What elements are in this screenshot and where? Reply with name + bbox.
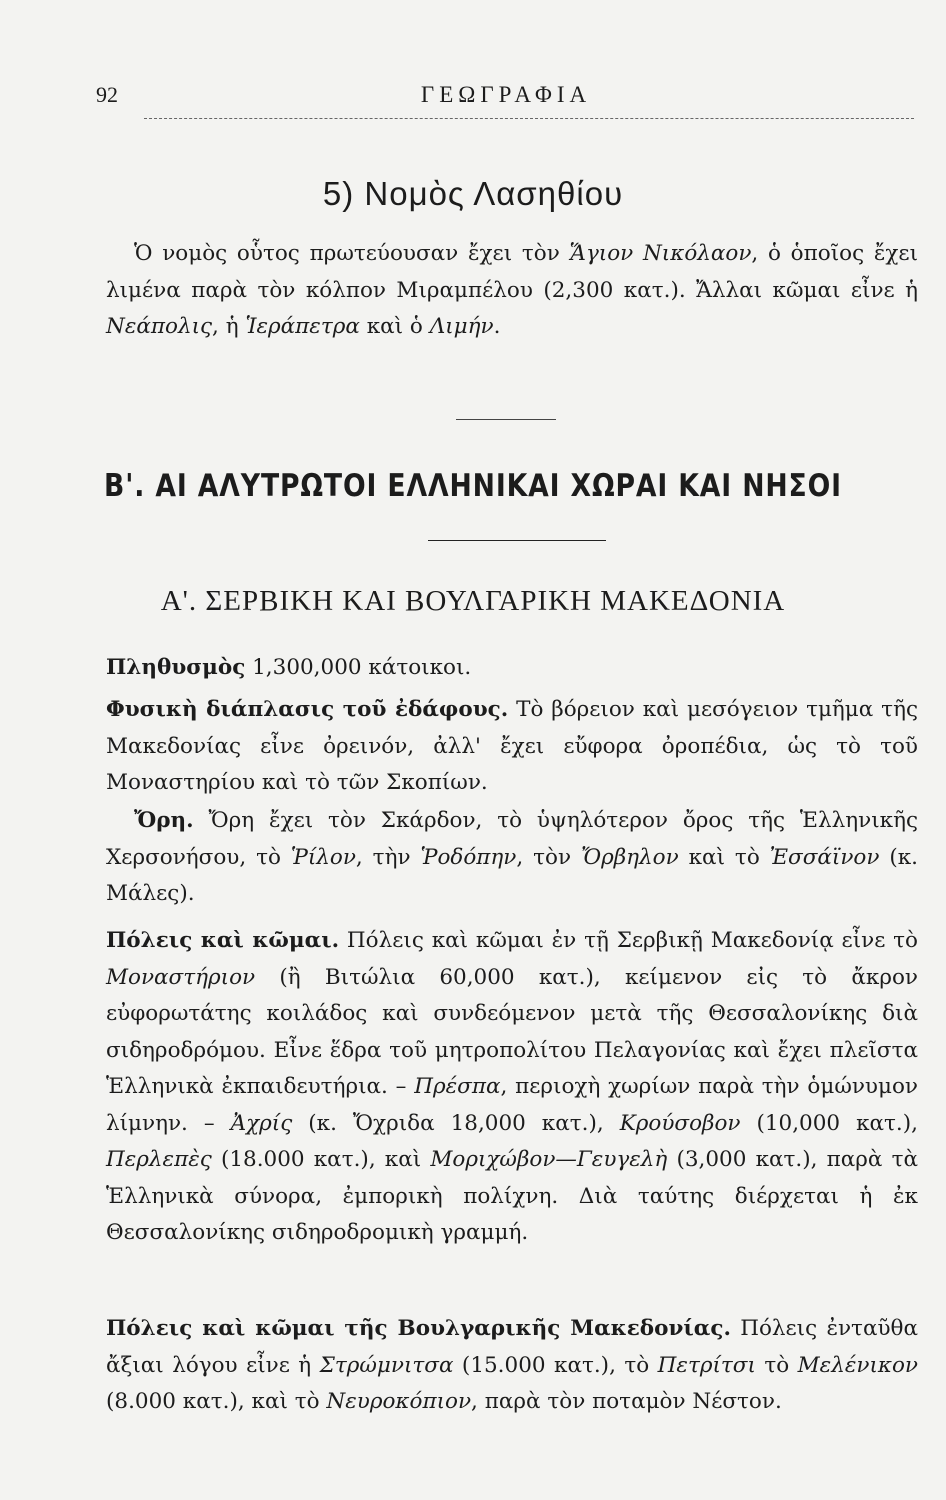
lasithi-paragraph: Ὁ νομὸς οὗτος πρωτεύουσαν ἔχει τὸν Ἅγιον Νικόλαον, ὁ ὁποῖος ἔχει λιμένα παρὰ τὸν κόλπον Μιραμπέλου (2,300 κατ.). Ἄλλαι κῶμαι εἶνε ἡ Νεάπολις, ἡ Ἱεράπετρα καὶ ὁ Λιμήν. (106, 241, 918, 339)
page-header (96, 82, 916, 122)
part-rule (428, 540, 606, 541)
cities-paragraph: Πόλεις καὶ κῶμαι. Πόλεις καὶ κῶμαι ἐν τῇ Σερβικῇ Μακεδονίᾳ εἶνε τὸ Μοναστήριον (ἢ Βιτώλια 60,000 κατ.), κείμενον εἰς τὸ ἄκρον εὐφορωτάτης κοιλάδος καὶ συνδεόμενον μετὰ τῆς Θεσσαλονίκης διὰ σιδηροδρόμου. Εἶνε ἕδρα τοῦ μητροπολίτου Πελαγονίας καὶ ἔχει πλεῖστα Ἑλληνικὰ ἐκπαιδευτήρια. – Πρέσπα, περιοχὴ χωρίων παρὰ τὴν ὁμώνυμον λίμνην. – Ἀχρίς (κ. Ὄχριδα 18,000 κατ.), Κρούσοβον (10,000 κατ.), Περλεπὲς (18.000 κατ.), καὶ Μοριχώβον—Γευγελὴ (3,000 κατ.), παρὰ τὰ Ἑλληνικὰ σύνορα, ἐμπορικὴ πολίχνη. Διὰ ταύτης διέρχεται ἡ ἐκ Θεσσαλονίκης σιδηροδρομικὴ γραμμή. (106, 928, 919, 1245)
page-number: 92 (96, 82, 118, 107)
header-rule (144, 118, 914, 119)
section-title: 5) Νομὸς Λασηθίου (322, 175, 624, 212)
part-heading: Β'. ΑΙ ΑΛΥΤΡΩΤΟΙ ΕΛΛΗΝΙΚΑΙ ΧΩΡΑΙ ΚΑΙ ΝΗΣΟΙ (104, 468, 842, 504)
section-divider (456, 419, 556, 420)
population-paragraph: Πληθυσμὸς 1,300,000 κάτοικοι. (106, 655, 472, 680)
bulgarian-cities-paragraph: Πόλεις καὶ κῶμαι τῆς Βουλγαρικῆς Μακεδονίας. Πόλεις ἐνταῦθα ἄξιαι λόγου εἶνε ἡ Στρώμνιτσα (15.000 κατ.), τὸ Πετρίτσι τὸ Μελένικον (8.000 κατ.), καὶ τὸ Νευροκόπιον, παρὰ τὸν ποταμὸν Νέστον. (106, 1316, 919, 1414)
running-title: ΓΕΩΓΡΑΦΙΑ (420, 82, 592, 107)
physical-paragraph: Φυσικὴ διάπλασις τοῦ ἐδάφους. Τὸ βόρειον καὶ μεσόγειον τμῆμα τῆς Μακεδονίας εἶνε ὀρεινόν, ἀλλ' ἔχει εὔφορα ὀροπέδια, ὡς τὸ τοῦ Μοναστηρίου καὶ τὸ τῶν Σκοπίων. (106, 697, 919, 795)
chapter-heading: Α'. ΣΕΡΒΙΚΗ ΚΑΙ ΒΟΥΛΓΑΡΙΚΗ ΜΑΚΕΔΟΝΙΑ (160, 585, 786, 617)
mountains-paragraph: Ὄρη. Ὄρη ἔχει τὸν Σκάρδον, τὸ ὑψηλότερον ὄρος τῆς Ἑλληνικῆς Χερσονήσου, τὸ Ῥίλον, τὴν Ῥοδόπην, τὸν Ὄρβηλον καὶ τὸ Ἐσσάϊνον (κ. Μάλες). (106, 808, 919, 906)
